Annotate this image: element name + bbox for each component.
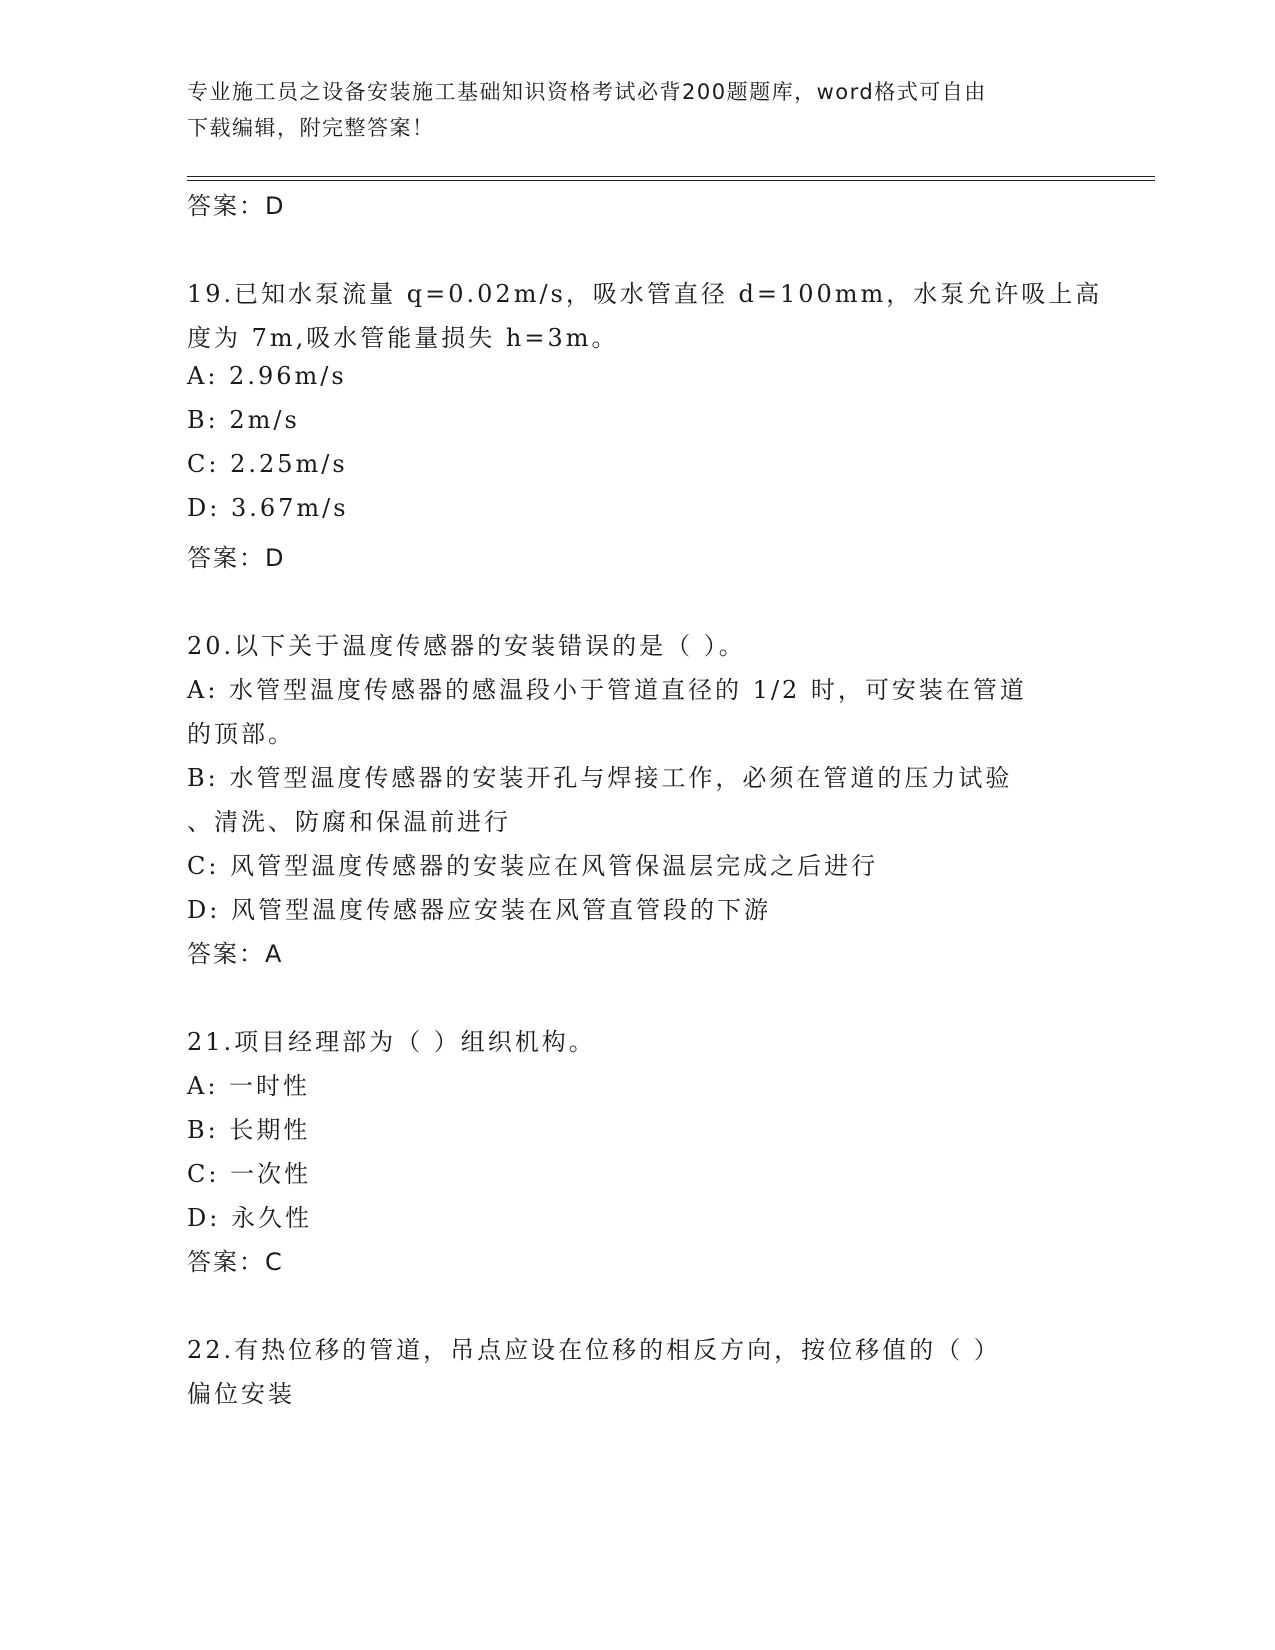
question-stem: 21.项目经理部为（ ）组织机构。: [187, 1028, 596, 1056]
option-a: A: 水管型温度传感器的感温段小于管道直径的 1/2 时，可安装在管道: [187, 676, 1027, 704]
option-b: B: 水管型温度传感器的安装开孔与焊接工作，必须在管道的压力试验: [187, 764, 1013, 792]
option-c: C: 一次性: [187, 1160, 312, 1188]
option-a: A: 2.96m/s: [187, 362, 347, 390]
option-d: D: 永久性: [187, 1204, 312, 1232]
question-stem: 度为 7m,吸水管能量损失 h=3m。: [187, 324, 619, 352]
answer-text: 答案：D: [187, 192, 286, 220]
answer-text: 答案：C: [187, 1248, 284, 1276]
answer-text: 答案：A: [187, 940, 284, 968]
option-d: D: 3.67m/s: [187, 494, 349, 522]
question-stem: 22.有热位移的管道，吊点应设在位移的相反方向，按位移值的（ ）: [187, 1336, 1001, 1364]
header-line-2: 下载编辑，附完整答案！: [187, 116, 435, 140]
option-c: C: 2.25m/s: [187, 450, 348, 478]
answer-text: 答案：D: [187, 544, 286, 572]
question-stem: 20.以下关于温度传感器的安装错误的是（ ）。: [187, 632, 746, 660]
header-divider: [187, 176, 1155, 181]
option-c: C: 风管型温度传感器的安装应在风管保温层完成之后进行: [187, 852, 879, 880]
question-stem: 偏位安装: [187, 1380, 295, 1408]
option-a-continued: 的顶部。: [187, 720, 295, 748]
header-line-1: 专业施工员之设备安装施工基础知识资格考试必背200题题库，word格式可自由: [187, 80, 987, 104]
question-stem: 19.已知水泵流量 q=0.02m/s，吸水管直径 d=100mm，水泵允许吸上高: [187, 280, 1103, 308]
option-b: B: 长期性: [187, 1116, 311, 1144]
document-header: [187, 74, 1067, 146]
option-a: A: 一时性: [187, 1072, 311, 1100]
option-b-continued: 、清洗、防腐和保温前进行: [187, 808, 511, 836]
option-d: D: 风管型温度传感器应安装在风管直管段的下游: [187, 896, 771, 924]
option-b: B: 2m/s: [187, 406, 300, 434]
